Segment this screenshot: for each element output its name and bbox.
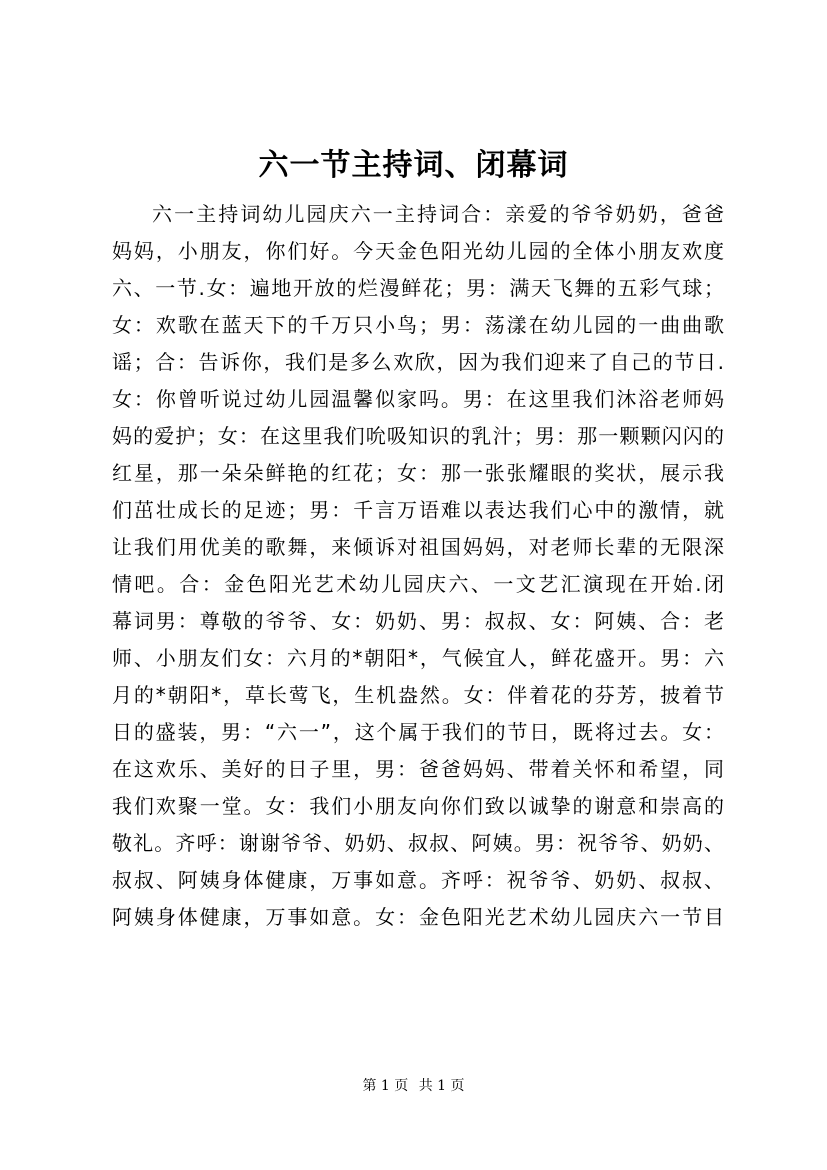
body-line: 月的*朝阳*，草长莺飞，生机盎然。女：伴着花的芬芳，披着节 xyxy=(112,683,724,707)
body-line: 日的盛装，男：“六一”，这个属于我们的节日，既将过去。女： xyxy=(112,720,724,744)
page-total: 共 1 页 xyxy=(418,1078,465,1094)
body-line: 让我们用优美的歌舞，来倾诉对祖国妈妈，对老师长辈的无限深 xyxy=(112,535,724,559)
body-line: 阿姨身体健康，万事如意。女：金色阳光艺术幼儿园庆六一节目 xyxy=(112,905,724,929)
body-line: 妈妈，小朋友，你们好。今天金色阳光幼儿园的全体小朋友欢度 xyxy=(112,239,724,263)
body-line: 幕词男：尊敬的爷爷、女：奶奶、男：叔叔、女：阿姨、合：老 xyxy=(112,609,724,633)
body-line: 在这欢乐、美好的日子里，男：爸爸妈妈、带着关怀和希望，同 xyxy=(112,757,724,781)
document-body xyxy=(112,196,724,936)
body-line: 妈的爱护；女：在这里我们吮吸知识的乳汁；男：那一颗颗闪闪的 xyxy=(112,424,724,448)
body-line: 情吧。合：金色阳光艺术幼儿园庆六、一文艺汇演现在开始.闭 xyxy=(112,572,724,596)
body-line: 我们欢聚一堂。女：我们小朋友向你们致以诚挚的谢意和崇高的 xyxy=(112,794,724,818)
body-line: 们茁壮成长的足迹；男：千言万语难以表达我们心中的激情，就 xyxy=(112,498,724,522)
body-line: 敬礼。齐呼：谢谢爷爷、奶奶、叔叔、阿姨。男：祝爷爷、奶奶、 xyxy=(112,831,724,855)
page-number: 第 1 页 xyxy=(362,1078,409,1094)
body-line: 师、小朋友们女：六月的*朝阳*，气候宜人，鲜花盛开。男：六 xyxy=(112,646,724,670)
body-line: 女：欢歌在蓝天下的千万只小鸟；男：荡漾在幼儿园的一曲曲歌 xyxy=(112,313,724,337)
body-line: 女：你曾听说过幼儿园温馨似家吗。男：在这里我们沐浴老师妈 xyxy=(112,387,724,411)
document-title: 六一节主持词、闭幕词 xyxy=(258,148,569,183)
body-line: 六、一节.女：遍地开放的烂漫鲜花；男：满天飞舞的五彩气球； xyxy=(112,276,724,300)
body-line: 叔叔、阿姨身体健康，万事如意。齐呼：祝爷爷、奶奶、叔叔、 xyxy=(112,868,724,892)
body-line: 六一主持词幼儿园庆六一主持词合：亲爱的爷爷奶奶，爸爸 xyxy=(152,202,724,226)
body-line: 谣；合：告诉你，我们是多么欢欣，因为我们迎来了自己的节日. xyxy=(112,350,724,374)
page-footer xyxy=(0,1076,827,1096)
body-line: 红星，那一朵朵鲜艳的红花；女：那一张张耀眼的奖状，展示我 xyxy=(112,461,724,485)
